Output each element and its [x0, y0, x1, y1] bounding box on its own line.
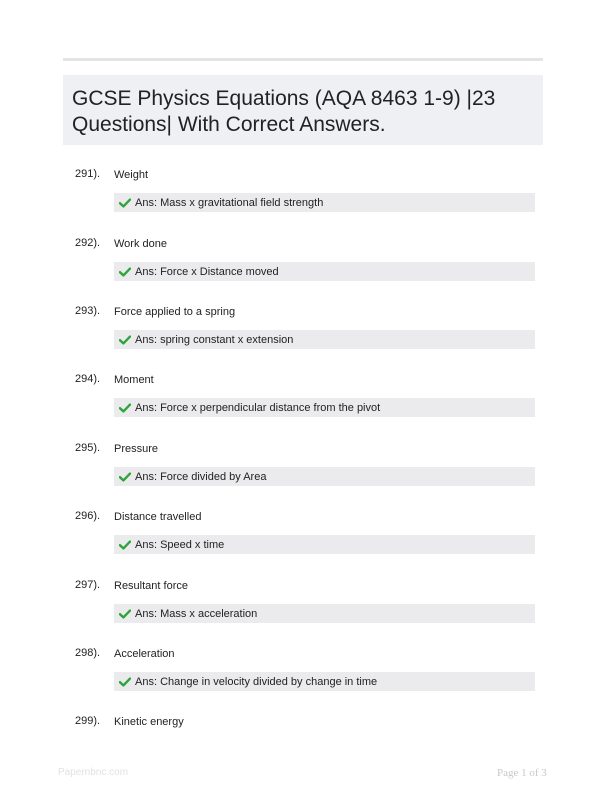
question-number: 291).: [75, 168, 101, 180]
question-number: 292).: [75, 237, 101, 249]
question-text: Distance travelled: [114, 511, 202, 523]
question-number: 293).: [75, 305, 101, 317]
answer-box: [114, 330, 535, 349]
question-number: 295).: [75, 442, 101, 454]
answer-text: Ans: spring constant x extension: [135, 333, 294, 346]
answer-text: Ans: Force x perpendicular distance from the pivot: [135, 401, 381, 414]
question-number: 297).: [75, 579, 101, 591]
answer-text: Ans: Mass x gravitational field strength: [135, 196, 324, 209]
check-icon: [119, 198, 131, 208]
question-text: Pressure: [114, 443, 159, 455]
question-number: 294).: [75, 373, 101, 385]
question-text: Moment: [114, 374, 154, 386]
answer-box: [114, 193, 535, 212]
check-icon: [119, 335, 131, 345]
answer-box: [114, 672, 535, 691]
question-number: 298).: [75, 647, 101, 659]
title-box: [63, 75, 543, 145]
answer-box: [114, 398, 535, 417]
check-icon: [119, 267, 131, 277]
check-icon: [119, 609, 131, 619]
answer-box: [114, 262, 535, 281]
check-icon: [119, 472, 131, 482]
page-title: GCSE Physics Equations (AQA 8463 1-9) |23 Questions| With Correct Answers.: [72, 87, 496, 136]
answer-text: Ans: Force x Distance moved: [135, 265, 279, 278]
answer-box: [114, 467, 535, 486]
answer-text: Ans: Change in velocity divided by change in time: [135, 675, 378, 688]
check-icon: [119, 677, 131, 687]
answer-text: Ans: Mass x acceleration: [135, 607, 258, 620]
question-text: Work done: [114, 238, 167, 250]
question-number: 296).: [75, 510, 101, 522]
check-icon: [119, 403, 131, 413]
question-text: Kinetic energy: [114, 716, 184, 728]
answer-box: [114, 535, 535, 554]
question-text: Force applied to a spring: [114, 306, 236, 318]
answer-text: Ans: Force divided by Area: [135, 470, 267, 483]
footer-watermark: Papernbnc.com: [58, 767, 129, 778]
check-icon: [119, 540, 131, 550]
question-text: Acceleration: [114, 648, 175, 660]
question-text: Weight: [114, 169, 149, 181]
page-number: Page 1 of 3: [497, 767, 547, 779]
answer-box: [114, 604, 535, 623]
top-divider: [63, 58, 543, 61]
answer-text: Ans: Speed x time: [135, 538, 225, 551]
question-text: Resultant force: [114, 580, 188, 592]
question-number: 299).: [75, 715, 101, 727]
